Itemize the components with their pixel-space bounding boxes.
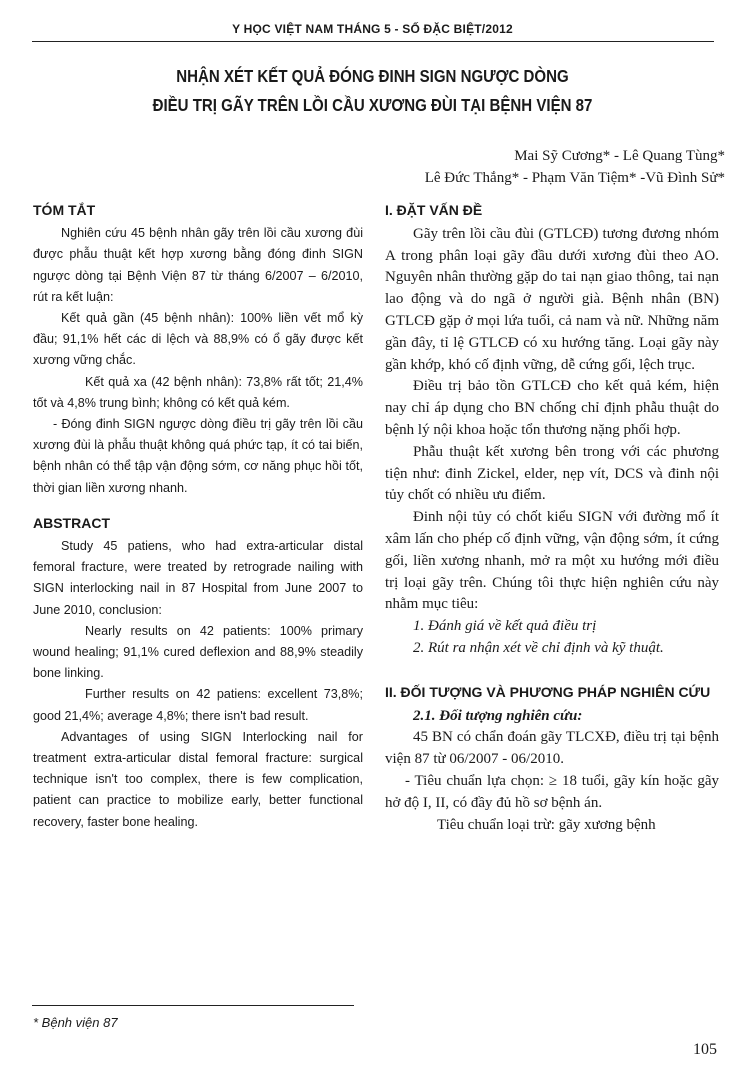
intro-paragraph-2: Điều trị bảo tồn GTLCĐ cho kết quả kém, hiện nay chỉ áp dụng cho BN chống chỉ định phẫu thuật do bệnh lý nội khoa hoặc tổn thương nặng phối hợp. [385,378,719,438]
authors-line-2: Lê Đức Thắng* - Phạm Văn Tiệm* -Vũ Đình Sử* [424,170,725,186]
exclusion-criteria: Tiêu chuẩn loại trừ: gãy xương bệnh [437,816,656,833]
summary-conclusion: - Đóng đinh SIGN ngược dòng điều trị gãy trên lồi cầu xương đùi là phẫu thuật không quá phức tạp, ít có tai biến, bệnh nhân có thể tập vận động sớm, cơ năng phục hồi tốt, thời gian liền xương nhanh. [33,417,363,495]
summary-far-results: Kết quả xa (42 bệnh nhân): 73,8% rất tốt; 21,4% tốt và 4,8% trung bình; không có kết quả kém. [33,374,363,410]
left-column [33,200,363,833]
summary-intro: Nghiên cứu 45 bệnh nhân gãy trên lồi cầu xương đùi được phẫu thuật kết hợp xương bằng đóng đinh SIGN ngược dòng tại Bệnh Viện 87 từ tháng 6/2007 – 6/2010, rút ra kết luận: [33,226,363,304]
abstract-intro: Study 45 patiens, who had extra-articular distal femoral fracture, were treated by retrograde nailing with SIGN interlocking nail in 87 Hospital from June 2007 to June 2010, conclusion: [33,539,363,617]
abstract-far-results: Further results on 42 patiens: excellent 73,8%; good 21,4%; average 4,8%; there isn't bad result. [33,687,363,723]
intro-paragraph-3: Phẫu thuật kết xương bên trong với các phương tiện như: đinh Zickel, elder, nẹp vít, DCS và đinh nội tủy chốt có nhiều ưu điểm. [385,443,719,504]
footnote-rule [32,1005,354,1006]
intro-paragraph-1: Gãy trên lồi cầu đùi (GTLCĐ) tương đương nhóm A trong phân loại gãy đầu dưới xương đùi theo AO. Nguyên nhân thường gặp do tai nạn giao thông, tai nạn lao động và do ngã ở người già. Bệnh nhân (BN) GTLCĐ gặp ở mọi lứa tuổi, cả nam và nữ. Những năm gần đây, tỉ lệ GTLCĐ có xu hướng tăng. Loại gãy này gần khớp, khó cố định vững, dễ cứng gối, lệch trục. [385,225,719,373]
abstract-heading: ABSTRACT [33,514,110,531]
abstract-advantages: Advantages of using SIGN Interlocking nail for treatment extra-articular distal femoral fracture: surgical technique isn't too complex, there is few complication, patient can practice to mobilize early, better functional recovery, faster bone healing. [33,729,363,829]
section-1-heading: I. ĐẶT VẤN ĐỀ [385,202,483,218]
summary-heading: TÓM TẮT [33,202,96,218]
header-rule [32,41,714,42]
subsection-2-1-heading: 2.1. Đối tượng nghiên cứu: [413,707,583,724]
methods-paragraph-1: 45 BN có chẩn đoán gãy TLCXĐ, điều trị tại bệnh viện 87 từ 06/2007 - 06/2010. [385,729,719,768]
intro-paragraph-4: Đinh nội tủy có chốt kiểu SIGN với đường mổ ít xâm lấn cho phép cố định vững, vận động sớm, ít cứng gối, liền xương nhanh, mở ra một xu hướng mới điều trị loại gãy trên. Chúng tôi thực hiện nghiên cứu này nhằm mục tiêu: [385,509,719,613]
title-line-2: ĐIỀU TRỊ GÃY TRÊN LỒI CẦU XƯƠNG ĐÙI TẠI BỆNH VIỆN 87 [152,95,593,115]
article-title [52,62,693,120]
footnote: * Bệnh viện 87 [33,1015,118,1030]
section-2-heading: II. ĐỐI TƯỢNG VÀ PHƯƠNG PHÁP NGHIÊN CỨU [385,683,711,700]
inclusion-criteria: - Tiêu chuẩn lựa chọn: ≥ 18 tuổi, gãy kín hoặc gãy hở độ I, II, có đầy đủ hồ sơ bệnh án. [385,772,719,811]
abstract-near-results: Nearly results on 42 patients: 100% primary wound healing; 91,1% cured deflexion and 88,9% steadily bone linking. [33,623,363,681]
objective-1: 1. Đánh giá về kết quả điều trị [413,618,597,635]
right-column [385,200,719,836]
title-line-1: NHẬN XÉT KẾT QUẢ ĐÓNG ĐINH SIGN NGƯỢC DÒNG [176,66,569,86]
authors-line-1: Mai Sỹ Cương* - Lê Quang Tùng* [514,148,725,164]
journal-header: Y HỌC VIỆT NAM THÁNG 5 - SỐ ĐẶC BIỆT/2012 [232,22,513,36]
author-list [425,145,725,189]
summary-near-results: Kết quả gần (45 bệnh nhân): 100% liền vết mổ kỳ đầu; 91,1% hết các di lệch và 88,9% có ổ gãy được kết xương vững chắc. [33,311,363,368]
objective-2: 2. Rút ra nhận xét về chỉ định và kỹ thuật. [413,639,664,656]
page-number: 105 [693,1041,717,1058]
